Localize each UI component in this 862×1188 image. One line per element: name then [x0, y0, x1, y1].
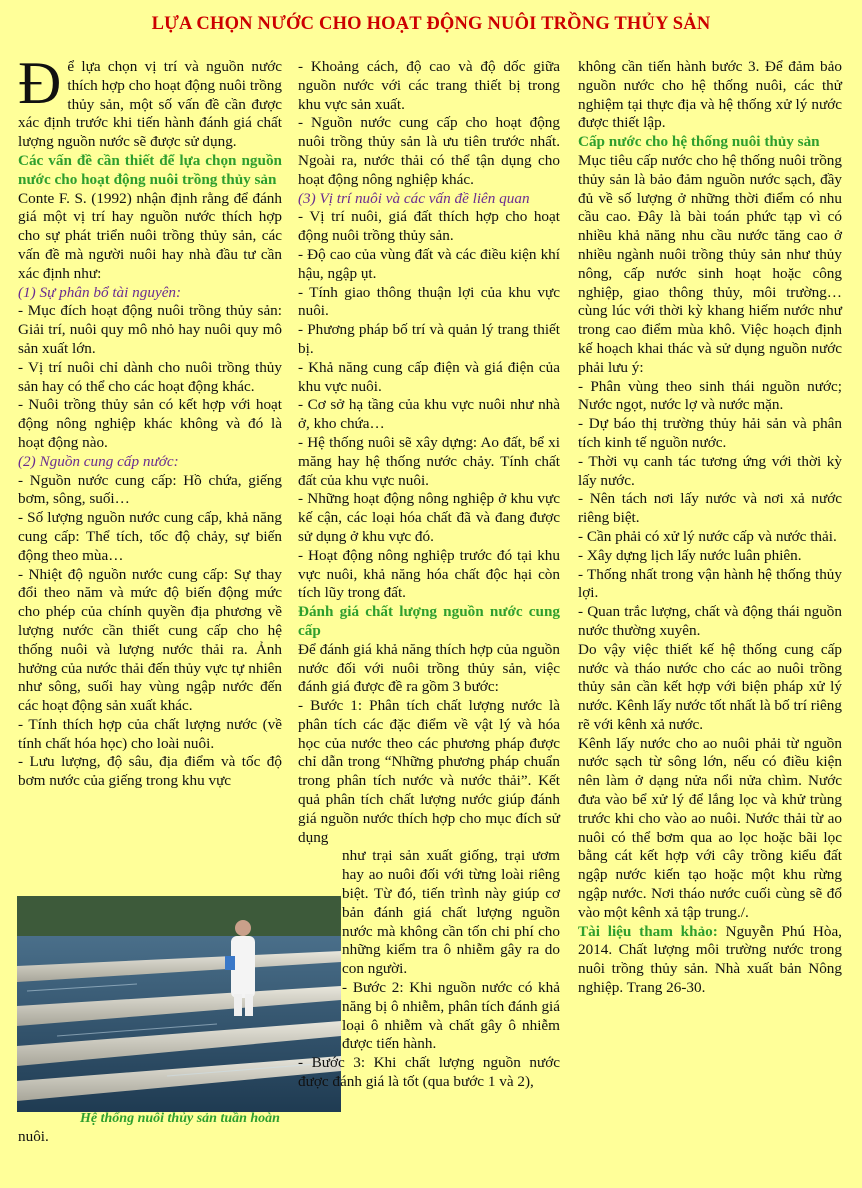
list-item: - Nuôi trồng thủy sản có kết hợp với hoạt động nông nghiệp khác không và đó là hoạt động nào.	[18, 396, 282, 451]
step-2: - Bước 2: Khi nguồn nước có khả năng bị ô nhiễm, phân tích đánh giá loại ô nhiễm và chất gây ô nhiễm được tiến hành.	[342, 979, 560, 1053]
intro-paragraph	[18, 50, 282, 152]
article-title: LỰA CHỌN NƯỚC CHO HOẠT ĐỘNG NUÔI TRỒNG THỦY SẢN	[151, 14, 711, 34]
column-1	[18, 50, 282, 791]
paragraph: Để đánh giá khả năng thích hợp của nguồn nước đối với nuôi trồng thủy sản, việc đánh giá được đề ra gồm 3 bước:	[298, 640, 560, 696]
step-3: - Bước 3: Khi chất lượng nguồn nước được đánh giá là tốt (qua bước 1 và 2),	[298, 1054, 560, 1091]
list-item: - Mục đích hoạt động nuôi trồng thủy sản: Giải trí, nuôi quy mô nhỏ hay nuôi quy mô sản xuất lớn.	[18, 302, 282, 357]
list-item: - Thống nhất trong vận hành hệ thống thủy lợi.	[578, 565, 842, 602]
photo-illustration	[17, 896, 341, 1112]
list-item: - Nguồn nước cung cấp: Hồ chứa, giếng bơm, sông, suối…	[18, 471, 282, 508]
column-3	[578, 58, 842, 998]
list-item: - Tính thích hợp của chất lượng nước (về tính chất hóa học) cho loài nuôi.	[18, 715, 282, 752]
list-item: - Tính giao thông thuận lợi của khu vực nuôi.	[298, 283, 560, 320]
list-item: - Quan trắc lượng, chất và động thái nguồn nước thường xuyên.	[578, 603, 842, 639]
list-item: - Khoảng cách, độ cao và độ dốc giữa nguồn nước với các trang thiết bị trong khu vực sản xuất.	[298, 58, 560, 113]
list-item: - Độ cao của vùng đất và các điều kiện khí hậu, ngập ụt.	[298, 245, 560, 282]
list-item: - Xây dựng lịch lấy nước luân phiên.	[578, 546, 802, 564]
references-label: Tài liệu tham khảo:	[578, 922, 718, 940]
drop-cap: Đ	[18, 50, 62, 116]
list-item: - Cơ sở hạ tầng của khu vực nuôi như nhà ở, kho chứa…	[298, 396, 560, 433]
photo-caption: Hệ thống nuôi thủy sản tuần hoàn	[80, 1111, 280, 1126]
list-item: - Vị trí nuôi, giá đất thích hợp cho hoạt động nuôi trồng thủy sản.	[298, 208, 560, 245]
paragraph: Conte F. S. (1992) nhận định rằng để đánh giá một vị trí hay nguồn nước thích hợp cho sự phát triển nuôi trồng thủy sản, các vấn đề mà người nuôi hay nhà đầu tư cần xác định như:	[18, 189, 282, 282]
list-item: - Những hoạt động nông nghiệp ở khu vực kế cận, các loại hóa chất đã và đang được sử dụng ở khu vực đó.	[298, 490, 560, 545]
intro-text: ể lựa chọn vị trí và nguồn nước thích hợp cho hoạt động nuôi trồng thủy sản, một số vấn đề cần được xác định trước khi tiến hành đánh giá chất lượng nguồn nước sẽ được sử dụng.	[18, 58, 282, 151]
list-item: - Nên tách nơi lấy nước và nơi xả nước riêng biệt.	[578, 490, 842, 527]
paragraph: Kênh lấy nước cho ao nuôi phải từ nguồn nước sạch từ sông lớn, nếu có điều kiện nên làm ở dạng nửa nổi nửa chìm. Nước đưa vào bể xử lý để lắng lọc và khử trùng trước khi cho vào ao nuôi. Nước thải từ ao nuôi có thể bơm qua ao lọc hoặc bãi lọc bằng cát kết hợp với cây trồng kiểu đất ngập nước kiến tạo hoặc một khu rừng ngập nước. Nơi tháo nước cuối cùng sẽ đổ vào một kênh xả tập trung./.	[578, 734, 842, 921]
step-1-continued: như trại sản xuất giống, trại ươm hay ao nuôi đối với từng loài riêng biệt. Từ đó, tiến trình này giúp cơ bản đánh giá chất lượng nguồn nước mà không cần tốn chi phí cho những kiểm tra ô nhiễm gây ra do con người.	[342, 847, 560, 978]
list-item: - Lưu lượng, độ sâu, địa điểm và tốc độ bơm nước của giếng trong khu vực	[18, 753, 282, 790]
references-text: Nguyễn Phú Hòa, 2014. Chất lượng môi trường nước trong nuôi trồng thủy sản. Nhà xuất bản Nông nghiệp. Trang 26-30.	[578, 922, 842, 997]
list-item: - Cần phải có xử lý nước cấp và nước thải.	[578, 527, 837, 545]
section-heading-supply: Cấp nước cho hệ thống nuôi thủy sản	[578, 133, 820, 151]
list-item: - Nguồn nước cung cấp cho hoạt động nuôi trồng thủy sản là ưu tiên trước nhất. Ngoài ra, nước thải có thể tận dụng cho hoạt động nông nghiệp khác.	[298, 114, 560, 188]
list-item: - Dự báo thị trường thủy hải sản và phân tích kinh tế nguồn nước.	[578, 415, 842, 451]
list-item: - Nhiệt độ nguồn nước cung cấp: Sự thay đổi theo năm và mức độ biến động mức cho phép của chính quyền địa phương về lượng nước cần thiết cung cấp cho hệ thống nuôi và lượng nước thải ra. Ảnh hưởng của nước thải đến thủy vực tự nhiên như sông, suối hay vùng ngập nước đến các hoạt động sản xuất khác.	[18, 565, 282, 715]
paragraph: Do vậy việc thiết kế hệ thống cung cấp nước và tháo nước cho các ao nuôi trồng thủy sản cần kết hợp với biện pháp xử lý nước. Kênh lấy nước tốt nhất là bố trí riêng rẽ với kênh xả nước.	[578, 640, 842, 733]
references	[578, 923, 842, 998]
step-1: - Bước 1: Phân tích chất lượng nước là phân tích các đặc điểm về vật lý và hóa học của nước theo các phương pháp được chỉ dẫn trong “Những phương pháp chuẩn trong phân tích nước và nước thải”. Kết quả phân tích chất lượng nước giúp đánh giá nguồn nước thích hợp cho mục đích sử dụng	[298, 697, 560, 846]
list-item: - Vị trí nuôi chỉ dành cho nuôi trồng thủy sản hay có thể cho các hoạt động khác.	[18, 358, 282, 395]
list-item: - Phương pháp bố trí và quản lý trang thiết bị.	[298, 321, 560, 357]
section-heading-evaluation: Đánh giá chất lượng nguồn nước cung cấp	[298, 603, 560, 639]
subheading-resources: (1) Sự phân bổ tài nguyên:	[18, 283, 182, 301]
subheading-water-source: (2) Nguồn cung cấp nước:	[18, 452, 179, 470]
section-heading-issues: Các vấn đề cần thiết để lựa chọn nguồn nước cho hoạt động nuôi trồng thủy sản	[18, 151, 282, 188]
column-1-tail: nuôi.	[18, 1128, 49, 1145]
list-item: - Phân vùng theo sinh thái nguồn nước; Nước ngọt, nước lợ và nước mặn.	[578, 377, 842, 414]
list-item: - Hệ thống nuôi sẽ xây dựng: Ao đất, bể xi măng hay hệ thống nước chảy. Tính chất đất của khu vực nuôi.	[298, 433, 560, 489]
list-item: - Hoạt động nông nghiệp trước đó tại khu vực nuôi, khả năng hóa chất độc hại còn tích lũy trong đất.	[298, 546, 560, 602]
aquaculture-photo	[17, 896, 341, 1112]
paragraph: không cần tiến hành bước 3. Để đảm bảo nguồn nước cho hệ thống nuôi, các thử nghiệm tại thực địa và hệ thống xử lý nước được thiết lập.	[578, 58, 842, 132]
list-item: - Thời vụ canh tác tương ứng với thời kỳ lấy nước.	[578, 452, 842, 489]
paragraph: Mục tiêu cấp nước cho hệ thống nuôi trồng thủy sản là bảo đảm nguồn nước sạch, đầy đủ về số lượng ở những thời điểm có nhu cầu cao. Đây là bài toán phức tạp vì có nhiều khả năng nhu cầu nước tăng cao ở nhiều ngành nuôi trồng thủy sản như thủy nông, cấp nước sinh hoạt hoặc công nghiệp, giao thông thủy, môi trường… cùng lúc với thời kỳ khang hiếm nước như trong cao điểm mùa khô. Việc hoạch định kế hoạch khai thác và sử dụng nguồn nước phải lưu ý:	[578, 151, 842, 376]
column-2	[298, 58, 560, 1092]
subheading-location: (3) Vị trí nuôi và các vấn đề liên quan	[298, 189, 530, 207]
list-item: - Số lượng nguồn nước cung cấp, khả năng cung cấp: Thể tích, tốc độ chảy, sự biến động theo mùa…	[18, 509, 282, 564]
list-item: - Khả năng cung cấp điện và giá điện của khu vực nuôi.	[298, 358, 560, 395]
